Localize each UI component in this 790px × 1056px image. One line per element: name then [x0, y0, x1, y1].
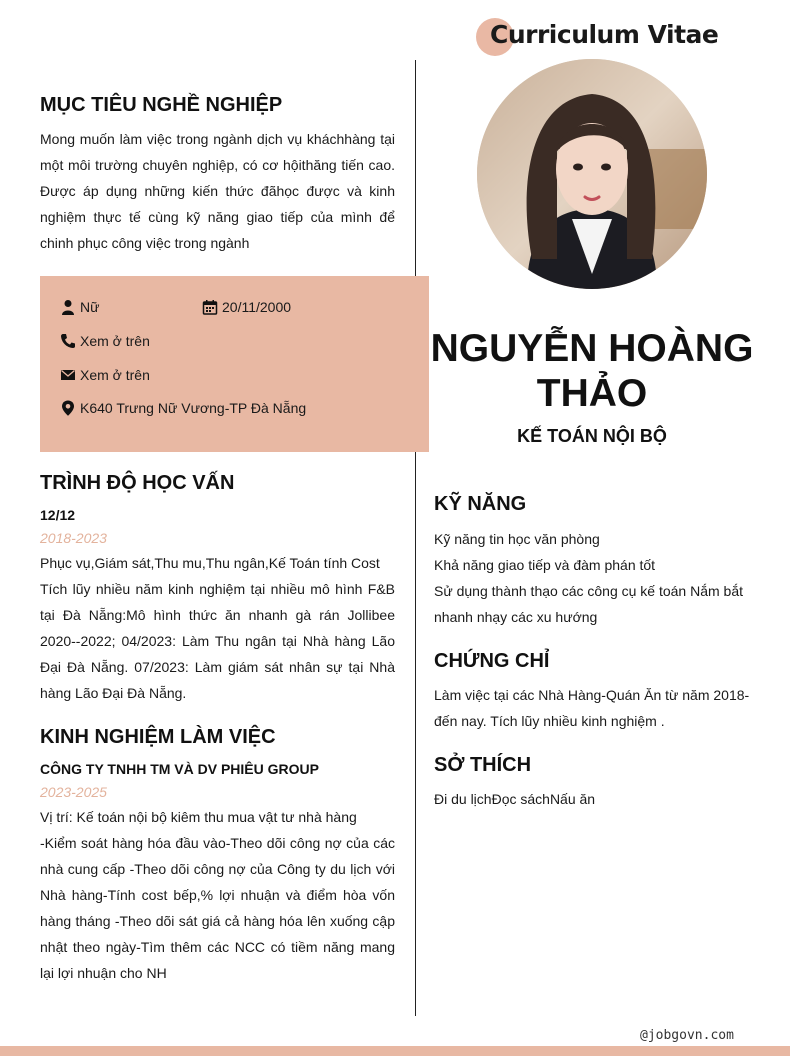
person-icon — [60, 299, 76, 315]
gender-value: Nữ — [80, 299, 100, 315]
skill-item-1: Kỹ năng tin học văn phòng — [434, 531, 600, 547]
column-divider — [415, 60, 416, 1016]
experience-position: Vị trí: Kế toán nội bộ kiêm thu mua vật tư nhà hàng — [40, 809, 357, 825]
education-years: 2018-2023 — [40, 530, 107, 546]
phone-icon — [60, 333, 76, 349]
footer-bar — [0, 1046, 790, 1056]
hobbies-title: SỞ THÍCH — [434, 754, 532, 776]
email-value: Xem ở trên — [80, 367, 150, 383]
education-title: TRÌNH ĐỘ HỌC VẤN — [40, 472, 235, 494]
skill-item-3: Sử dụng thành thạo các công cụ kế toán Nắm bắt nhanh nhạy các xu hướng — [434, 583, 744, 625]
profile-photo-illustration — [477, 59, 707, 289]
birthday-value: 20/11/2000 — [222, 299, 292, 315]
education-roles: Phục vụ,Giám sát,Thu mu,Thu ngân,Kế Toán tính Cost — [40, 555, 380, 571]
footer-watermark: @jobgovn.com — [640, 1028, 734, 1043]
address-value: K640 Trưng Nữ Vương-TP Đà Nẵng — [80, 400, 307, 416]
certificates-text: Làm việc tại các Nhà Hàng-Quán Ăn từ năm 2018-đến nay. Tích lũy nhiều kinh nghiệm . — [434, 687, 750, 729]
skill-item-2: Khả năng giao tiếp và đàm phán tốt — [434, 557, 656, 573]
experience-company: CÔNG TY TNHH TM VÀ DV PHIÊU GROUP — [40, 761, 319, 777]
email-item — [60, 367, 150, 383]
objective-text: Mong muốn làm việc trong ngành dịch vụ kháchhàng tại một môi trường chuyên nghiệp, có cơ hộithăng tiến cao. Được áp dụng những kiến thức đãhọc được và kinh nghiệm thực tế cùng kỹ năng giao tiếp của mình để chinh phục công việc trong ngành — [40, 131, 395, 251]
phone-item — [60, 333, 150, 349]
phone-value: Xem ở trên — [80, 333, 150, 349]
education-level: 12/12 — [40, 507, 76, 523]
hobbies-text: Đi du lịchĐọc sáchNấu ăn — [434, 791, 596, 807]
address-item — [60, 400, 306, 416]
certificates-title: CHỨNG CHỈ — [434, 650, 550, 672]
calendar-icon — [202, 299, 218, 315]
envelope-icon — [60, 367, 76, 383]
education-detail: Tích lũy nhiều năm kinh nghiệm tại nhiều mô hình F&B tại Đà Nẵng:Mô hình thức ăn nhanh gà rán Jollibee 2020--2022; 04/2023: Làm Thu ngân tại Nhà hàng Lão Đại Đà Nẵng. 07/2023: Làm giám sát nhân sự tại Nhà hàng Lão Đại Đà Nẵng. — [40, 581, 395, 701]
gender-item — [60, 299, 99, 315]
job-title: KẾ TOÁN NỘI BỘ — [517, 426, 667, 446]
experience-years: 2023-2025 — [40, 784, 107, 800]
objective-title: MỤC TIÊU NGHỀ NGHIỆP — [40, 94, 283, 116]
cv-logo — [476, 16, 719, 60]
profile-photo — [477, 59, 707, 289]
logo-text: Curriculum Vitae — [490, 20, 719, 49]
birthday-item — [202, 299, 291, 315]
experience-title: KINH NGHIỆM LÀM VIỆC — [40, 726, 276, 748]
personal-info-box — [40, 276, 429, 452]
experience-detail: -Kiểm soát hàng hóa đầu vào-Theo dõi công nợ của các nhà cung cấp -Theo dõi công nợ của Công ty du lịch với Nhà hàng-Tính cost bếp,% lợi nhuận và điểm hòa vốn hàng tháng -Theo dõi sát giá cả hàng hóa lên xuống cập nhật theo ngày-Tìm thêm các NCC có tiềm năng mang lại lợi nhuận cho NH — [40, 835, 395, 981]
skills-title: KỸ NĂNG — [434, 493, 527, 515]
full-name: NGUYỄN HOÀNG THẢO — [430, 327, 754, 415]
location-pin-icon — [60, 400, 76, 416]
